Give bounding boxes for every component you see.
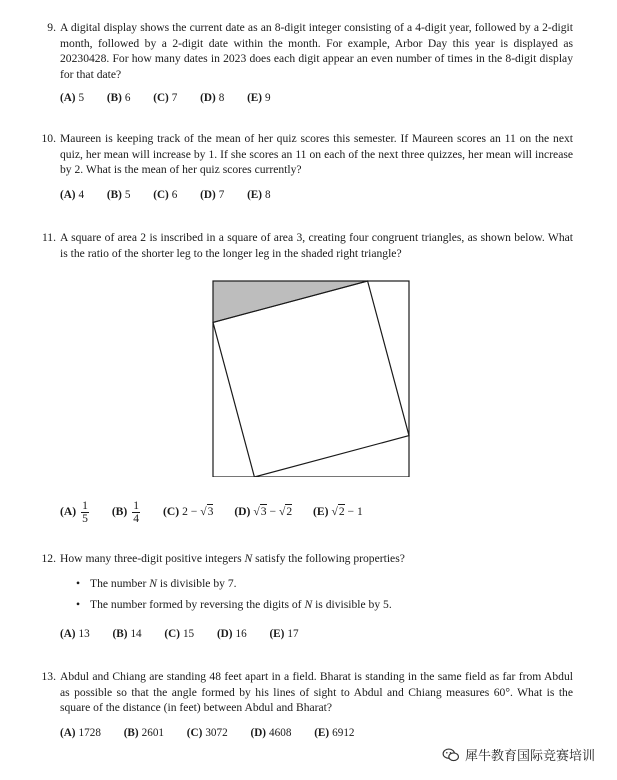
radical-sign: √ <box>331 505 338 519</box>
choice-d[interactable]: (D) 4608 <box>250 727 292 739</box>
problem-number: 9. <box>47 21 56 34</box>
watermark <box>442 745 595 764</box>
watermark-text: 犀牛教育国际竞赛培训 <box>464 749 595 764</box>
choice-c[interactable]: (C) 3072 <box>186 727 228 739</box>
problem-text: How many three-digit positive integers N satisfy the following properties? <box>60 552 405 565</box>
choice-d[interactable]: (D) √3 − √2 <box>234 505 293 519</box>
choice-d[interactable]: (D) 8 <box>200 92 225 104</box>
choice-b[interactable]: (B) 6 <box>106 92 131 104</box>
problem-9 <box>38 20 573 82</box>
choice-e[interactable]: (E) 17 <box>269 628 299 640</box>
choice-e[interactable]: (E) √2 − 1 <box>313 505 363 519</box>
problem-text: Maureen is keeping track of the mean of her quiz scores this semester. If Maureen scores an 11 on the next quiz, her mean will increase by 1. If she scores an 11 on each of the next three quizzes, her mean will increase by 2. What is the mean of her quiz scores currently? <box>60 132 573 177</box>
choice-c[interactable]: (C) 15 <box>164 628 195 640</box>
choice-a[interactable]: (A) 1728 <box>60 727 101 739</box>
problem-text: A square of area 2 is inscribed in a square of area 3, creating four congruent triangles, as shown below. What is the ratio of the shorter leg to the longer leg in the shaded right triangle? <box>60 231 573 260</box>
list-item: • The number N is divisible by 7. <box>76 577 392 598</box>
choice-c[interactable]: (C) 6 <box>153 189 178 201</box>
radical-sign: √ <box>253 505 260 519</box>
choice-c[interactable]: (C) 2 − √3 <box>162 505 214 519</box>
choice-b[interactable]: (B) 5 <box>106 189 131 201</box>
problem-13 <box>38 669 573 716</box>
problem-11 <box>38 230 573 261</box>
answer-choices-12 <box>60 628 319 640</box>
radical-sign: √ <box>200 505 207 519</box>
problem-text: A digital display shows the current date as an 8-digit integer consisting of a 4-digit year, followed by a 2-digit month, followed by a 2-digit date within the month. For example, Arbor Day this year is displayed as 20230428. For how many dates in 2023 does each digit appear an even number of times in the 8-digit display for that date? <box>60 21 573 81</box>
inscribed-squares-figure <box>211 279 411 477</box>
choice-e[interactable]: (E) 6912 <box>314 727 355 739</box>
choice-b[interactable]: (B) 2601 <box>123 727 164 739</box>
choice-e[interactable]: (E) 9 <box>247 92 271 104</box>
choice-a[interactable]: (A) 4 <box>60 189 85 201</box>
choice-b[interactable]: (B) 14 <box>112 628 142 640</box>
answer-choices-13 <box>60 727 375 739</box>
fraction: $\frac{1}{5}$ <box>82 499 88 525</box>
fraction: $\frac{1}{4}$ <box>133 499 140 525</box>
choice-d[interactable]: (D) 7 <box>200 189 225 201</box>
choice-b[interactable]: (B) $\frac{1}{4}$ <box>111 499 140 525</box>
choice-a[interactable]: (A) 13 <box>60 628 90 640</box>
property-list <box>76 577 392 619</box>
choice-a[interactable]: (A) 5 <box>60 92 85 104</box>
problem-number: 10. <box>41 132 56 145</box>
choice-d[interactable]: (D) 16 <box>216 628 247 640</box>
choice-a[interactable]: (A) $\frac{1}{5}$ <box>60 499 88 525</box>
answer-choices-9 <box>60 92 291 104</box>
problem-12 <box>38 551 573 567</box>
problem-number: 11. <box>41 231 56 244</box>
radical-sign: √ <box>278 505 286 519</box>
list-item: • The number formed by reversing the digits of N is divisible by 5. <box>76 598 392 619</box>
wechat-icon <box>442 748 460 762</box>
answer-choices-10 <box>60 189 291 201</box>
choice-c[interactable]: (C) 7 <box>153 92 178 104</box>
choice-e[interactable]: (E) 8 <box>247 189 271 201</box>
problem-10 <box>38 131 573 178</box>
problem-number: 12. <box>41 552 56 565</box>
answer-choices-11 <box>60 500 383 525</box>
problem-number: 13. <box>41 670 56 683</box>
problem-text: Abdul and Chiang are standing 48 feet apart in a field. Bharat is standing in the same field as far from Abdul as possible so that the angle formed by his lines of sight to Abdul and Chiang measures 60°. What is the square of the distance (in feet) between Abdul and Bharat? <box>60 670 573 715</box>
